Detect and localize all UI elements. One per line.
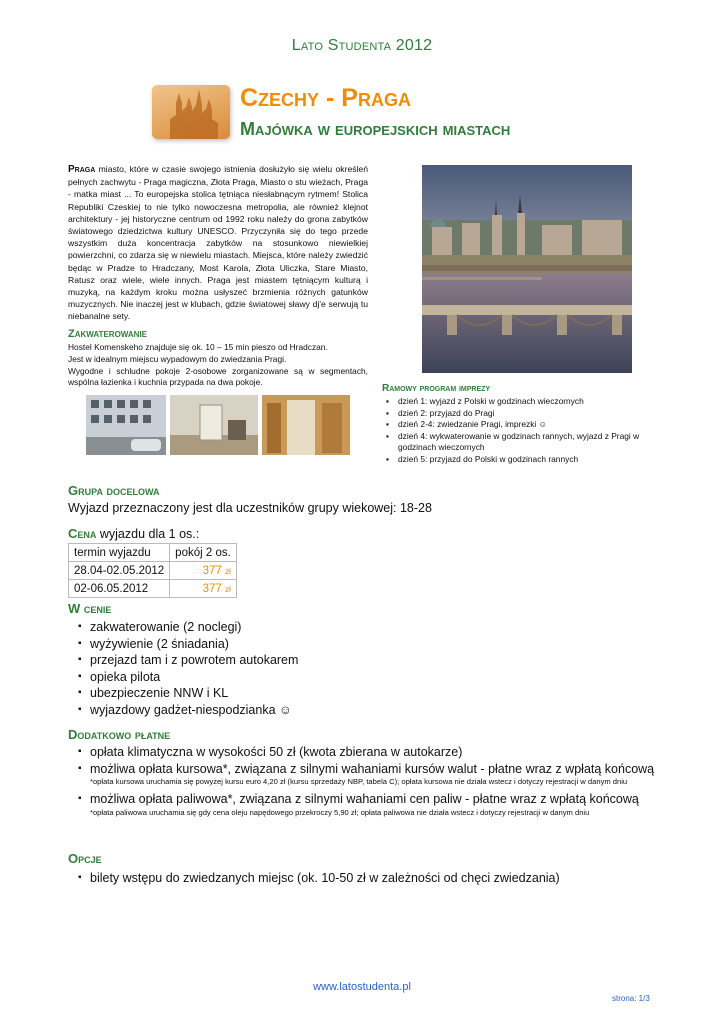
hostel-corridor-photo xyxy=(262,395,350,455)
list-item xyxy=(68,791,658,822)
price-heading-suffix: wyjazdu dla 1 os.: xyxy=(96,527,200,541)
list-item: ▪ dzień 1: wyjazd z Polski w godzinach wieczornych xyxy=(386,396,656,408)
table-row xyxy=(69,562,237,580)
options-heading: Opcje xyxy=(68,851,102,866)
table-row xyxy=(69,580,237,598)
intro-lead: Praga xyxy=(68,164,96,175)
price-heading-label: Cena xyxy=(68,526,97,541)
page-number: strona: 1/3 xyxy=(612,994,650,1003)
table-cell-date: 02-06.05.2012 xyxy=(69,580,170,598)
included-list xyxy=(68,619,298,718)
price-unit: zł xyxy=(225,566,231,576)
target-group-text: Wyjazd przeznaczony jest dla uczestników grupy wiekowej: 18-28 xyxy=(68,501,432,515)
list-item: ▪ wyjazdowy gadżet-niespodzianka ☺ xyxy=(68,702,298,719)
footer-link[interactable]: www.latostudenta.pl xyxy=(313,981,411,993)
included-heading: W cenie xyxy=(68,601,112,616)
list-item: ▪ bilety wstępu do zwiedzanych miejsc (ok. 10-50 zł w zależności od chęci zwiedzania) xyxy=(68,870,560,887)
target-group-heading: Grupa docelowa xyxy=(68,483,160,498)
accommodation-line: Wygodne i schludne pokoje 2-osobowe zorganizowane są w segmentach, wspólna łazienka i kuchnia przypada na dwa pokoje. xyxy=(68,365,368,388)
list-item: ▪ wyżywienie (2 śniadania) xyxy=(68,636,298,653)
list-item: ▪ dzień 4: wykwaterowanie w godzinach rannych, wyjazd z Pragi w godzinach wieczornych xyxy=(386,431,656,454)
hostel-building-photo xyxy=(86,395,166,455)
prague-panorama-photo xyxy=(422,165,632,373)
list-item-text: możliwa opłata kursowa*, związana z silnymi wahaniami kursów walut - płatne wraz z wpłatą końcową xyxy=(90,761,655,776)
program-list xyxy=(386,396,656,466)
intro-paragraph xyxy=(68,163,368,323)
cathedral-logo-icon xyxy=(152,85,230,139)
top-title: Lato Studenta 2012 xyxy=(291,37,433,54)
page-subtitle: Majówka w europejskich miastach xyxy=(240,119,511,139)
list-item: ▪ zakwaterowanie (2 noclegi) xyxy=(68,619,298,636)
price-value: 377 xyxy=(202,564,222,577)
price-table xyxy=(68,543,237,598)
program-heading: Ramowy program imprezy xyxy=(382,383,491,394)
options-list xyxy=(68,870,560,887)
footnote: *opłata paliwowa uruchamia się gdy cena oleju napędowego przekroczy 5,90 zł; opłata paliwowa nie działa wstecz i dotyczy rejestracji w danym dniu xyxy=(90,807,590,817)
price-heading xyxy=(68,526,199,541)
accommodation-heading: Zakwaterowanie xyxy=(68,328,148,340)
price-unit: zł xyxy=(225,584,231,594)
list-item: ▪ opieka pilota xyxy=(68,669,298,686)
table-cell-price xyxy=(170,580,237,598)
list-item: ▪ dzień 2-4: zwiedzanie Pragi, imprezki ☺ xyxy=(386,419,656,431)
list-item xyxy=(68,761,658,792)
accommodation-line: Hostel Komenskeho znajduje się ok. 10 – 15 min pieszo od Hradczan. xyxy=(68,342,328,352)
extra-fees-list xyxy=(68,744,658,822)
table-cell-price xyxy=(170,562,237,580)
list-item: ▪ dzień 2: przyjazd do Pragi xyxy=(386,408,656,420)
list-item: ▪ przejazd tam i z powrotem autokarem xyxy=(68,652,298,669)
price-value: 377 xyxy=(202,582,222,595)
hostel-kitchen-photo xyxy=(170,395,258,455)
table-header-cell: termin wyjazdu xyxy=(69,544,170,562)
extra-fees-heading: Dodatkowo płatne xyxy=(68,727,171,742)
list-item: ▪ dzień 5: przyjazd do Polski w godzinach rannych xyxy=(386,454,656,466)
table-cell-date: 28.04-02.05.2012 xyxy=(69,562,170,580)
table-header-row xyxy=(69,544,237,562)
accommodation-text xyxy=(68,342,368,389)
table-header-cell: pokój 2 os. xyxy=(170,544,237,562)
list-item: ▪ ubezpieczenie NNW i KL xyxy=(68,685,298,702)
intro-text: miasto, które w czasie swojego istnienia dosłużyło się wielu określeń pełnych zachwytu - Praga magiczna, Złota Praga, Miasto o stu wieżach, Praga - matka miast ... To europejska stolica tętniąca niesłabnącym rytmem! Stolica Republiki Czeskiej to nie tylko nowoczesna metropolia, ale również klejnot architektury - jej historyczne centrum od 1992 roku należy do grona zabytków światowego dziedzictwa kultury UNESCO. Przyczyniła się do tego przede wszystkim duża koncentracja zabytków na stosunkowo niewielkiej powierzchni, co zdarza się w niewielu miastach. Miejsca, które należy zwiedzić będąc w Pradze to Hradczany, Most Karola, Złota Uliczka, Stare Miasto, Ratusz oraz wiele, wiele innych. Praga jest miastem tętniącym kulturą i muzyką, na każdym kroku można usłyszeć brzmienia różnych gatunków muzycznych. Nie inaczej jest w klubach, gdzie światowej sławy dj'e serwują tu niebanalne sety. xyxy=(68,164,368,322)
list-item-text: możliwa opłata paliwowa*, związana z silnymi wahaniami cen paliw - płatne wraz z wpłatą końcową xyxy=(90,792,639,807)
page-title: Czechy - Praga xyxy=(240,84,411,112)
footnote: *opłata kursowa uruchamia się powyżej kursu euro 4,20 zł (kursu sprzedaży NBP, tabela C); opłata kursowa nie działa wstecz i dotyczy rejestracji w danym dniu xyxy=(90,777,628,786)
accommodation-line: Jest w idealnym miejscu wypadowym do zwiedzania Pragi. xyxy=(68,353,287,364)
list-item: ▪ opłata klimatyczna w wysokości 50 zł (kwota zbierana w autokarze) xyxy=(68,744,658,761)
